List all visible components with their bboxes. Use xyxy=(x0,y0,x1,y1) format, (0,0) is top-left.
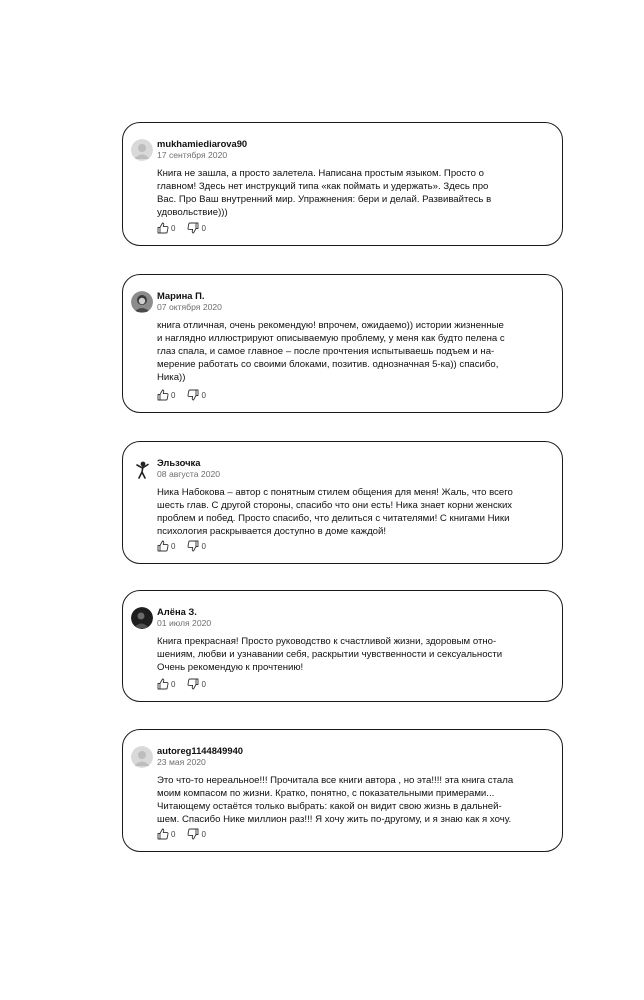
review-reactions xyxy=(157,677,206,691)
review-reactions xyxy=(157,221,206,235)
dislike-count: 0 xyxy=(201,829,206,839)
review-date: 07 октября 2020 xyxy=(157,302,222,312)
review-author[interactable]: mukhamiediarova90 xyxy=(157,138,248,149)
like-count: 0 xyxy=(171,223,176,233)
like-button[interactable] xyxy=(157,222,175,234)
review-card xyxy=(122,729,563,852)
like-button[interactable] xyxy=(157,540,175,552)
dislike-count: 0 xyxy=(201,390,206,400)
review-date: 23 мая 2020 xyxy=(157,757,206,767)
thumbs-down-icon xyxy=(187,389,199,401)
like-button[interactable] xyxy=(157,678,175,690)
thumbs-up-icon xyxy=(157,389,169,401)
dislike-button[interactable] xyxy=(187,828,205,840)
figure-avatar-icon[interactable] xyxy=(131,458,153,480)
review-text: Ника Набокова – автор с понятным стилем общения для меня! Жаль, что всего шесть глав. С другой стороны, спасибо что они есть! Ника знает корни женских проблем и побед. Просто спасибо, что делиться с читателями! С книгами Ники психология раскрывается доступно в доме каждой! xyxy=(157,487,513,537)
review-text: книга отличная, очень рекомендую! впрочем, ожидаемо)) истории жизненные и наглядно иллюстрируют описываемую проблему, у меня как будто пелена с глаз спала, и самое главное – после прочтения испытываешь подъем и на- мерение работать со своими блоками, позитив. однозначная 5-ка)) спасибо, Ника)) xyxy=(157,320,505,383)
review-reactions xyxy=(157,539,206,553)
review-author[interactable]: autoreg1144849940 xyxy=(157,745,243,756)
review-card xyxy=(122,441,563,564)
default-avatar-icon[interactable] xyxy=(131,139,153,161)
thumbs-up-icon xyxy=(157,222,169,234)
review-text: Книга не зашла, а просто залетела. Написана простым языком. Просто о главном! Здесь нет инструкций типа «как поймать и удержать». Здесь про Вас. Про Ваш внутренний мир. Упражнения: бери и делай. Развивайтесь в удовольствие))) xyxy=(157,168,492,218)
like-count: 0 xyxy=(171,541,176,551)
review-date: 17 сентября 2020 xyxy=(157,150,228,160)
review-reactions xyxy=(157,827,206,841)
review-author[interactable]: Эльзочка xyxy=(157,457,201,468)
dislike-button[interactable] xyxy=(187,540,205,552)
thumbs-up-icon xyxy=(157,828,169,840)
like-count: 0 xyxy=(171,390,176,400)
review-date: 01 июля 2020 xyxy=(157,618,212,628)
thumbs-up-icon xyxy=(157,540,169,552)
review-text: Книга прекрасная! Просто руководство к счастливой жизни, здоровым отно- шениям, любви и узнавании себя, раскрытии чувственности и сексуальности Очень рекомендую к прочтению! xyxy=(157,636,503,673)
review-card xyxy=(122,590,563,702)
review-author[interactable]: Марина П. xyxy=(157,290,205,301)
photo-avatar-icon[interactable] xyxy=(131,291,153,313)
thumbs-down-icon xyxy=(187,828,199,840)
thumbs-down-icon xyxy=(187,222,199,234)
review-text: Это что-то нереальное!!! Прочитала все книги автора , но эта!!!! эта книга стала моим компасом по жизни. Кратко, понятно, с показательными примерами... Читающему остаётся только выбрать: какой он видит свою жизнь в дальней- шем. Спасибо Нике миллион раз!!! Я хочу жить по-другому, и я знаю как я хочу. xyxy=(157,775,514,825)
dislike-count: 0 xyxy=(201,223,206,233)
review-card xyxy=(122,274,563,413)
review-date: 08 августа 2020 xyxy=(157,469,221,479)
review-author[interactable]: Алёна З. xyxy=(157,606,197,617)
like-count: 0 xyxy=(171,679,176,689)
dislike-button[interactable] xyxy=(187,389,205,401)
like-button[interactable] xyxy=(157,389,175,401)
dislike-button[interactable] xyxy=(187,222,205,234)
dislike-count: 0 xyxy=(201,679,206,689)
review-reactions xyxy=(157,388,206,402)
thumbs-down-icon xyxy=(187,540,199,552)
dislike-button[interactable] xyxy=(187,678,205,690)
dark-photo-avatar-icon[interactable] xyxy=(131,607,153,629)
thumbs-down-icon xyxy=(187,678,199,690)
default-avatar-icon[interactable] xyxy=(131,746,153,768)
like-count: 0 xyxy=(171,829,176,839)
thumbs-up-icon xyxy=(157,678,169,690)
review-card xyxy=(122,122,563,246)
like-button[interactable] xyxy=(157,828,175,840)
dislike-count: 0 xyxy=(201,541,206,551)
